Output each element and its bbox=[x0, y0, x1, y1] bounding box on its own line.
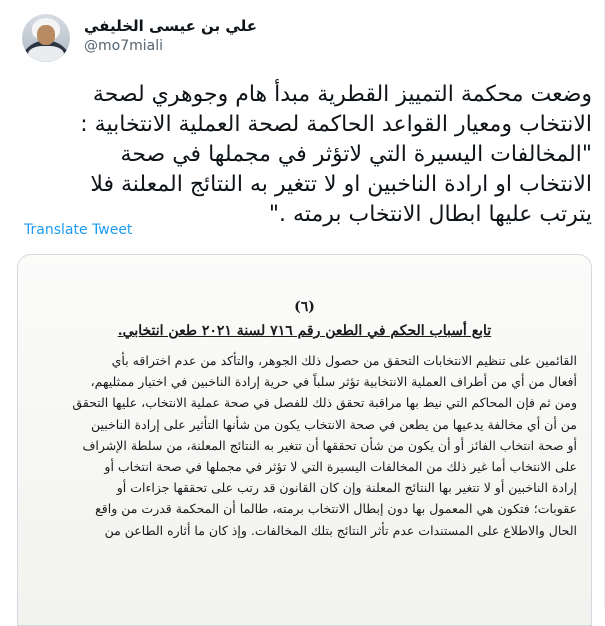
document-line: عقوبات؛ فتكون هي المعمول بها دون إبطال الانتخاب برمته، طالما أن المحكمة قدرت من واقع bbox=[95, 501, 577, 517]
author-handle[interactable]: @mo7miali bbox=[84, 38, 163, 54]
tweet-text-line: "المخالفات اليسيرة التي لاتؤثر في مجملها في صحة bbox=[120, 142, 592, 167]
translate-tweet-link[interactable]: Translate Tweet bbox=[24, 222, 133, 238]
document-line: أو صحة انتخاب الفائز أو أن يكون من شأن تحققها أن تتغير به النتائج المعلنة، من سلطة الإشراف bbox=[82, 437, 577, 453]
document-line: أفعال من أي من أطراف العملية الانتخابية تؤثر سلباً في حرية إرادة الناخبين في اختيار ممثليهم، bbox=[90, 374, 577, 390]
document-page-number: (٦) bbox=[294, 299, 315, 315]
document-body bbox=[32, 350, 577, 541]
tweet-text-line: وضعت محكمة التمييز القطرية مبدأ هام وجوهري لصحة bbox=[92, 82, 592, 107]
document-heading: تابع أسباب الحكم في الطعن رقم ٧١٦ لسنة ٢٠٢١ طعن انتخابي. bbox=[117, 323, 492, 339]
tweet-text-line: الانتخاب ومعيار القواعد الحاكمة لصحة العملية الانتخابية : bbox=[80, 112, 592, 137]
document-line: من أن أي مخالفة يدعيها من يطعن في صحة الانتخاب يكون من شأنها التأثير على إرادة الناخبين bbox=[90, 416, 577, 432]
document-line: ومن ثم فإن المحاكم التي نيط بها مراقبة تحقق ذلك للفصل في صحة عملية الانتخاب، عليها التحقق bbox=[72, 395, 577, 411]
document-page bbox=[18, 255, 591, 625]
document-line: إرادة الناخبين أو لا تتغير بها النتائج المعلنة وإن كان القانون قد رتب على تحققها جزاءات أو bbox=[116, 480, 577, 496]
tweet-text-line: الانتخاب او ارادة الناخبين او لا تتغير به النتائج المعلنة فلا bbox=[90, 172, 592, 197]
tweet-text bbox=[12, 80, 592, 230]
author-display-name[interactable]: علي بن عيسى الخليفي bbox=[84, 17, 257, 35]
avatar-shirt bbox=[28, 46, 64, 62]
avatar-face bbox=[37, 25, 55, 45]
author-avatar[interactable] bbox=[22, 14, 70, 62]
document-line: الحال والاطلاع على المستندات عدم تأثر النتائج بتلك المخالفات. وإذ كان ما أثاره الطاعن من bbox=[104, 522, 577, 538]
document-line: القائمين على تنظيم الانتخابات التحقق من حصول ذلك الجوهر، والتأكد من عدم اختراقه بأي bbox=[111, 353, 577, 368]
author-info[interactable] bbox=[84, 16, 257, 56]
document-line: على الانتخاب أما غير ذلك من المخالفات اليسيرة التي لا تؤثر في مجملها في صحة انتخاب أو bbox=[104, 459, 577, 475]
tweet-text-line: يترتب عليها ابطال الانتخاب برمته ." bbox=[268, 202, 592, 227]
tweet-header bbox=[12, 14, 592, 64]
attached-document-image[interactable] bbox=[17, 254, 592, 626]
